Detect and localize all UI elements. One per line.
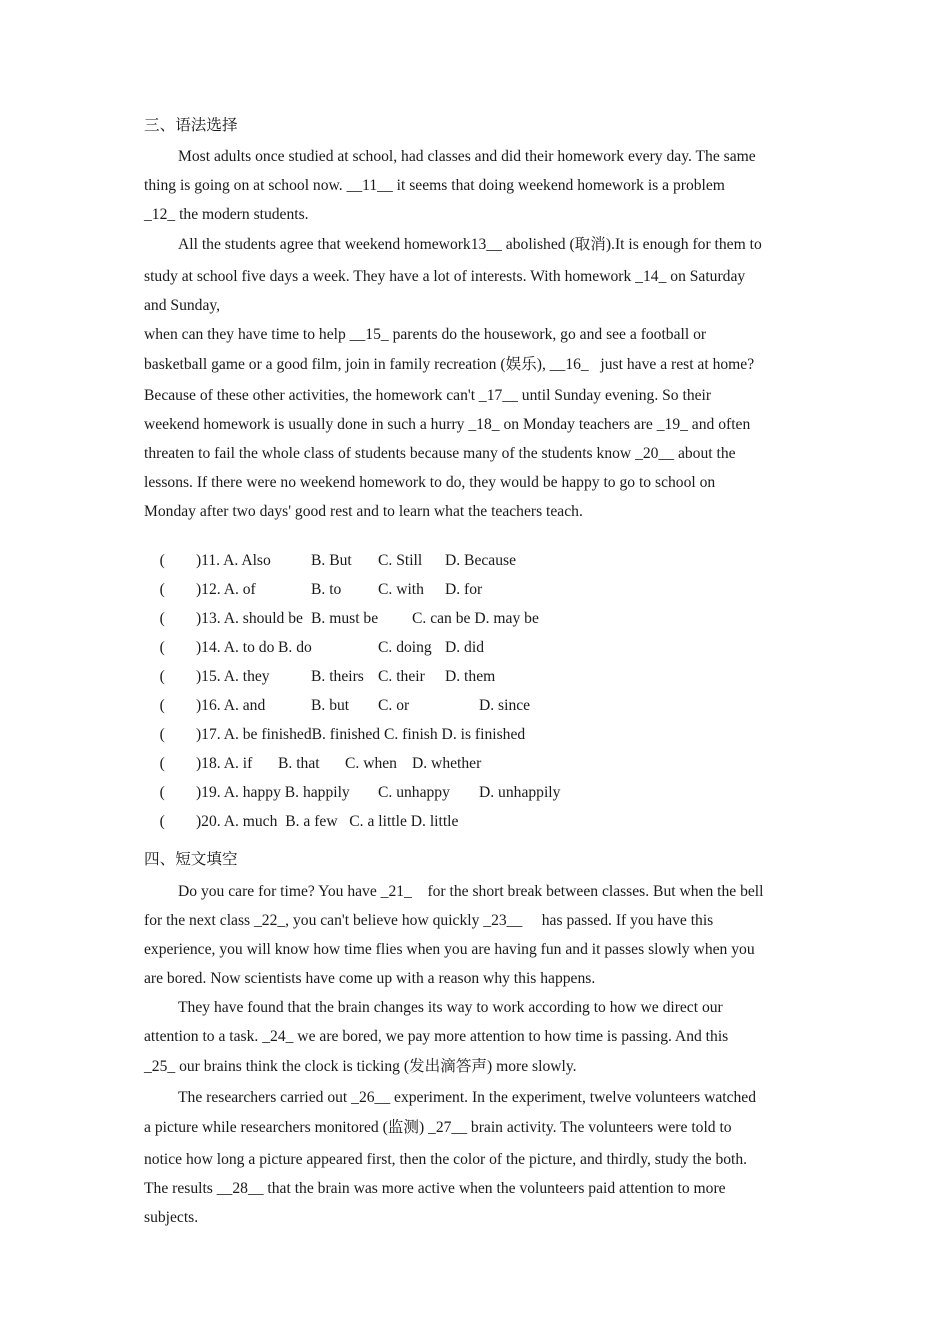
option-b: B. But [311, 552, 352, 569]
option-d: D. for [445, 581, 483, 598]
passage-1-line: Most adults once studied at school, had classes and did their homework every day. The same [178, 148, 756, 165]
option-d: D. them [445, 668, 496, 685]
option-c: C. or [378, 697, 410, 714]
option-b: B. must be [311, 610, 379, 627]
question-stem: ( )20. A. much B. a few C. a little D. little [159, 813, 459, 830]
option-b: B. that [278, 755, 320, 772]
question-stem: ( )19. A. happy B. happily [159, 784, 350, 801]
passage-1-line: study at school five days a week. They have a lot of interests. With homework _14_ on Saturday [144, 268, 746, 285]
option-c: C. unhappy [378, 784, 450, 801]
passage-1-line: lessons. If there were no weekend homework to do, they would be happy to go to school on [144, 474, 716, 491]
question-18 [144, 734, 482, 772]
option-d: D. did [445, 639, 484, 656]
passage-1-line: _12_ the modern students. [144, 206, 309, 223]
passage-2-line: _25_ our brains think the clock is ticking (发出滴答声) more slowly. [144, 1058, 577, 1075]
option-b: B. to [311, 581, 342, 598]
passage-1-line: Because of these other activities, the homework can't _17__ until Sunday evening. So their [144, 387, 712, 404]
option-d: D. Because [445, 552, 517, 569]
passage-1-line: and Sunday, [144, 297, 221, 314]
passage-1-line: when can they have time to help __15_ parents do the housework, go and see a football or [144, 326, 707, 343]
question-stem: ( )13. A. should be [159, 610, 303, 627]
passage-2-line: a picture while researchers monitored (监测) _27__ brain activity. The volunteers were told to [144, 1119, 732, 1136]
option-c: C. can be D. may be [412, 610, 539, 627]
section-4-heading: 四、短文填空 [144, 851, 238, 868]
option-c: C. when [345, 755, 397, 772]
passage-1-line: Monday after two days' good rest and to learn what the teachers teach. [144, 503, 583, 520]
question-stem: ( )11. A. Also [159, 552, 271, 569]
option-b: B. do [278, 639, 312, 656]
passage-2-line: subjects. [144, 1209, 199, 1226]
option-c: C. Still [378, 552, 423, 569]
option-d: D. unhappily [479, 784, 561, 801]
question-stem: ( )18. A. if [159, 755, 253, 772]
option-d: D. whether [412, 755, 482, 772]
passage-2-line: They have found that the brain changes its way to work according to how we direct our [178, 999, 723, 1016]
passage-1-line: All the students agree that weekend homework13__ abolished (取消).It is enough for them to [178, 236, 762, 253]
passage-2-line: notice how long a picture appeared first, then the color of the picture, and thirdly, study the both. [144, 1151, 748, 1168]
question-17 [144, 705, 526, 743]
passage-1-line: threaten to fail the whole class of students because many of the students know _20__ about the [144, 445, 736, 462]
question-stem: ( )16. A. and [159, 697, 266, 714]
passage-2-line: attention to a task. _24_ we are bored, we pay more attention to how time is passing. And this [144, 1028, 729, 1045]
option-c: C. with [378, 581, 424, 598]
question-stem: ( )12. A. of [159, 581, 256, 598]
passage-1-line: thing is going on at school now. __11__ it seems that doing weekend homework is a problem [144, 177, 725, 194]
section-3-heading: 三、语法选择 [144, 117, 238, 134]
option-b: B. theirs [311, 668, 364, 685]
passage-1-line: basketball game or a good film, join in family recreation (娱乐), __16_ just have a rest at home? [144, 356, 755, 373]
question-stem: ( )15. A. they [159, 668, 270, 685]
option-d: D. since [479, 697, 531, 714]
option-c: C. their [378, 668, 425, 685]
question-11 [144, 531, 517, 569]
option-b: B. but [311, 697, 350, 714]
passage-2-line: are bored. Now scientists have come up with a reason why this happens. [144, 970, 596, 987]
question-stem: ( )17. A. be finishedB. finished C. finish D. is finished [159, 726, 526, 743]
passage-2-line: for the next class _22_, you can't believe how quickly _23__ has passed. If you have this [144, 912, 714, 929]
question-stem: ( )14. A. to do [159, 639, 275, 656]
passage-2-line: Do you care for time? You have _21_ for the short break between classes. But when the bell [178, 883, 764, 900]
question-20 [144, 792, 459, 830]
passage-1-line: weekend homework is usually done in such a hurry _18_ on Monday teachers are _19_ and often [144, 416, 751, 433]
option-c: C. doing [378, 639, 432, 656]
passage-2-line: The results __28__ that the brain was more active when the volunteers paid attention to more [144, 1180, 726, 1197]
passage-2-line: experience, you will know how time flies when you are having fun and it passes slowly when you [144, 941, 755, 958]
passage-2-line: The researchers carried out _26__ experiment. In the experiment, twelve volunteers watched [178, 1089, 757, 1106]
